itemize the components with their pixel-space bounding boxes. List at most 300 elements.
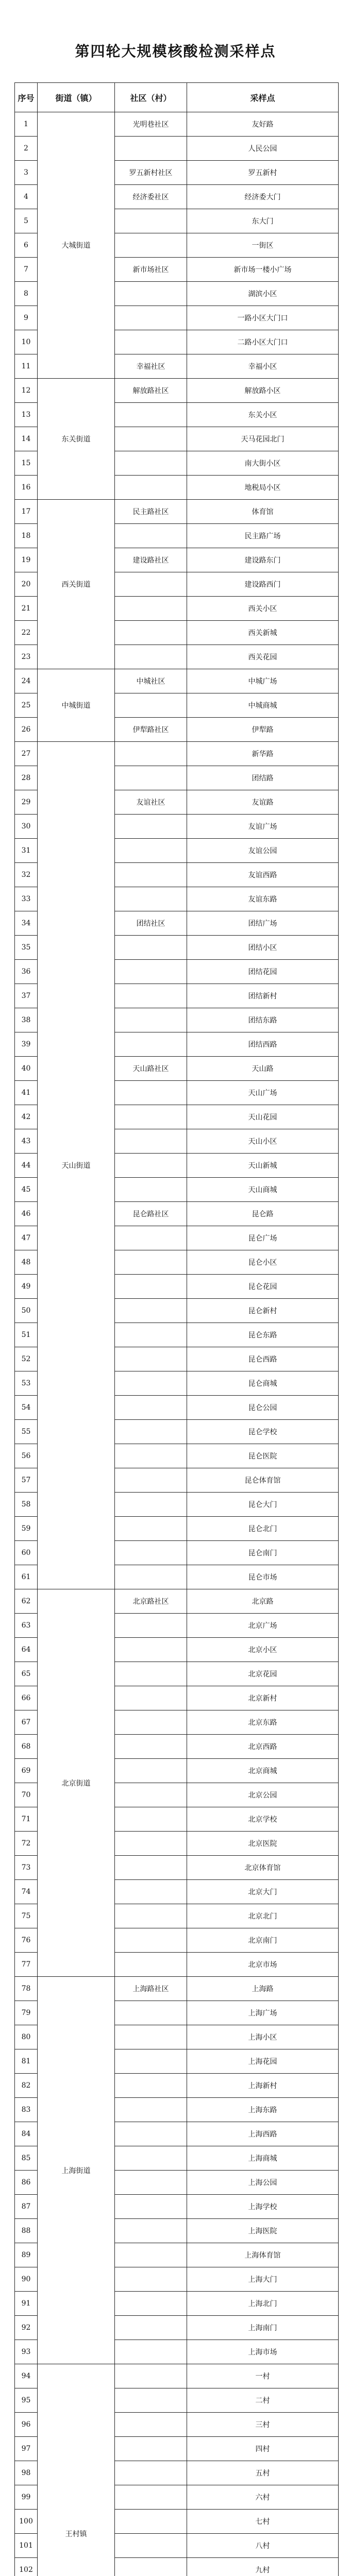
row-number: 77: [15, 1953, 38, 1977]
site-cell: 建设路西门: [187, 572, 339, 597]
row-number: 54: [15, 1396, 38, 1420]
row-number: 70: [15, 1783, 38, 1807]
row-number: 42: [15, 1105, 38, 1129]
row-number: 90: [15, 2267, 38, 2292]
site-cell: 北京大门: [187, 1880, 339, 1904]
community-cell: [115, 1226, 187, 1250]
site-cell: 北京路: [187, 1589, 339, 1614]
site-cell: 一街区: [187, 233, 339, 258]
row-number: 92: [15, 2316, 38, 2340]
community-cell: 新市场社区: [115, 258, 187, 282]
site-cell: 北京商城: [187, 1759, 339, 1783]
community-cell: [115, 1250, 187, 1275]
table-body: [15, 112, 339, 2576]
site-cell: 昆仑医院: [187, 1444, 339, 1468]
row-number: 100: [15, 2510, 38, 2534]
community-cell: [115, 2413, 187, 2437]
community-cell: [115, 572, 187, 597]
site-cell: 团结小区: [187, 936, 339, 960]
row-number: 38: [15, 1008, 38, 1032]
community-cell: [115, 936, 187, 960]
row-number: 12: [15, 379, 38, 403]
site-cell: 上海广场: [187, 2001, 339, 2025]
row-number: 58: [15, 1493, 38, 1517]
site-cell: 上海西路: [187, 2122, 339, 2146]
site-cell: 友谊公园: [187, 839, 339, 863]
community-cell: [115, 1396, 187, 1420]
site-cell: 天山广场: [187, 1081, 339, 1105]
street-cell: 王村镇: [38, 2364, 115, 2576]
site-cell: 昆仑西路: [187, 1347, 339, 1371]
community-cell: [115, 2098, 187, 2122]
community-cell: [115, 1420, 187, 1444]
row-number: 17: [15, 500, 38, 524]
community-cell: [115, 1614, 187, 1638]
street-cell: 东关街道: [38, 379, 115, 500]
community-cell: [115, 476, 187, 500]
site-cell: 上海体育馆: [187, 2243, 339, 2267]
table-row: [15, 500, 339, 524]
row-number: 15: [15, 451, 38, 476]
row-number: 34: [15, 911, 38, 936]
row-number: 52: [15, 1347, 38, 1371]
site-cell: 北京学校: [187, 1807, 339, 1832]
community-cell: [115, 1371, 187, 1396]
community-cell: [115, 2534, 187, 2558]
sampling-sites-table: [14, 82, 339, 2576]
row-number: 21: [15, 597, 38, 621]
row-number: 95: [15, 2388, 38, 2413]
community-cell: [115, 2146, 187, 2171]
community-cell: [115, 2437, 187, 2461]
row-number: 23: [15, 645, 38, 669]
site-cell: 天山小区: [187, 1129, 339, 1154]
site-cell: 上海小区: [187, 2025, 339, 2049]
community-cell: 光明巷社区: [115, 112, 187, 137]
row-number: 19: [15, 548, 38, 572]
row-number: 66: [15, 1686, 38, 1710]
community-cell: [115, 960, 187, 984]
row-number: 55: [15, 1420, 38, 1444]
row-number: 20: [15, 572, 38, 597]
community-cell: [115, 1517, 187, 1541]
site-cell: 北京广场: [187, 1614, 339, 1638]
community-cell: [115, 1154, 187, 1178]
row-number: 9: [15, 306, 38, 330]
row-number: 69: [15, 1759, 38, 1783]
community-cell: [115, 2074, 187, 2098]
table-row: [15, 379, 339, 403]
community-cell: [115, 1928, 187, 1953]
row-number: 64: [15, 1638, 38, 1662]
community-cell: [115, 1565, 187, 1589]
site-cell: 友谊路: [187, 790, 339, 815]
row-number: 33: [15, 887, 38, 911]
site-cell: 天山商城: [187, 1178, 339, 1202]
site-cell: 北京新村: [187, 1686, 339, 1710]
site-cell: 北京市场: [187, 1953, 339, 1977]
row-number: 61: [15, 1565, 38, 1589]
row-number: 73: [15, 1856, 38, 1880]
site-cell: 民主路广场: [187, 524, 339, 548]
site-cell: 昆仑公园: [187, 1396, 339, 1420]
site-cell: 团结路: [187, 766, 339, 790]
site-cell: 北京西路: [187, 1735, 339, 1759]
community-cell: 伊犁路社区: [115, 718, 187, 742]
community-cell: [115, 2195, 187, 2219]
row-number: 49: [15, 1275, 38, 1299]
community-cell: [115, 2388, 187, 2413]
community-cell: [115, 1880, 187, 1904]
community-cell: [115, 451, 187, 476]
row-number: 101: [15, 2534, 38, 2558]
row-number: 99: [15, 2485, 38, 2510]
row-number: 79: [15, 2001, 38, 2025]
row-number: 86: [15, 2171, 38, 2195]
row-number: 88: [15, 2219, 38, 2243]
community-cell: [115, 1275, 187, 1299]
community-cell: 团结社区: [115, 911, 187, 936]
row-number: 45: [15, 1178, 38, 1202]
site-cell: 团结广场: [187, 911, 339, 936]
row-number: 22: [15, 621, 38, 645]
community-cell: [115, 1081, 187, 1105]
community-cell: [115, 2025, 187, 2049]
street-cell: 天山街道: [38, 742, 115, 1589]
site-cell: 友谊广场: [187, 815, 339, 839]
community-cell: [115, 233, 187, 258]
community-cell: 中城社区: [115, 669, 187, 693]
community-cell: [115, 2292, 187, 2316]
site-cell: 上海北门: [187, 2292, 339, 2316]
row-number: 2: [15, 137, 38, 161]
table-row: [15, 742, 339, 766]
site-cell: 西关花园: [187, 645, 339, 669]
row-number: 48: [15, 1250, 38, 1275]
community-cell: 幸福社区: [115, 354, 187, 379]
community-cell: [115, 1710, 187, 1735]
site-cell: 人民公园: [187, 137, 339, 161]
site-cell: 北京小区: [187, 1638, 339, 1662]
community-cell: [115, 427, 187, 451]
row-number: 56: [15, 1444, 38, 1468]
row-number: 6: [15, 233, 38, 258]
site-cell: 昆仑南门: [187, 1541, 339, 1565]
row-number: 29: [15, 790, 38, 815]
row-number: 3: [15, 161, 38, 185]
row-number: 7: [15, 258, 38, 282]
row-number: 94: [15, 2364, 38, 2388]
site-cell: 四村: [187, 2437, 339, 2461]
community-cell: [115, 645, 187, 669]
row-number: 80: [15, 2025, 38, 2049]
community-cell: [115, 137, 187, 161]
site-cell: 一路小区大门口: [187, 306, 339, 330]
site-cell: 上海花园: [187, 2049, 339, 2074]
header-site: 采样点: [187, 83, 339, 112]
site-cell: 北京公园: [187, 1783, 339, 1807]
site-cell: 体育馆: [187, 500, 339, 524]
community-cell: [115, 693, 187, 718]
community-cell: [115, 766, 187, 790]
community-cell: [115, 1541, 187, 1565]
community-cell: [115, 2001, 187, 2025]
row-number: 24: [15, 669, 38, 693]
community-cell: [115, 1807, 187, 1832]
row-number: 50: [15, 1299, 38, 1323]
row-number: 98: [15, 2461, 38, 2485]
site-cell: 解放路小区: [187, 379, 339, 403]
community-cell: [115, 2485, 187, 2510]
community-cell: [115, 621, 187, 645]
site-cell: 昆仑新村: [187, 1299, 339, 1323]
site-cell: 天山路: [187, 1057, 339, 1081]
site-cell: 上海学校: [187, 2195, 339, 2219]
site-cell: 友谊西路: [187, 863, 339, 887]
community-cell: [115, 1832, 187, 1856]
row-number: 72: [15, 1832, 38, 1856]
community-cell: [115, 2340, 187, 2364]
community-cell: [115, 1129, 187, 1154]
site-cell: 五村: [187, 2461, 339, 2485]
community-cell: [115, 2243, 187, 2267]
site-cell: 伊犁路: [187, 718, 339, 742]
street-cell: 西关街道: [38, 500, 115, 669]
site-cell: 天马花园北门: [187, 427, 339, 451]
community-cell: [115, 1759, 187, 1783]
page-title: 第四轮大规模核酸检测采样点: [75, 43, 276, 60]
community-cell: [115, 2171, 187, 2195]
site-cell: 中城广场: [187, 669, 339, 693]
community-cell: [115, 1953, 187, 1977]
community-cell: [115, 815, 187, 839]
site-cell: 天山花园: [187, 1105, 339, 1129]
site-cell: 昆仑商城: [187, 1371, 339, 1396]
site-cell: 友好路: [187, 112, 339, 137]
row-number: 84: [15, 2122, 38, 2146]
row-number: 44: [15, 1154, 38, 1178]
site-cell: 北京北门: [187, 1904, 339, 1928]
community-cell: [115, 1299, 187, 1323]
site-cell: 中城商城: [187, 693, 339, 718]
site-cell: 昆仑北门: [187, 1517, 339, 1541]
community-cell: [115, 209, 187, 233]
community-cell: [115, 597, 187, 621]
site-cell: 昆仑市场: [187, 1565, 339, 1589]
row-number: 75: [15, 1904, 38, 1928]
row-number: 71: [15, 1807, 38, 1832]
row-number: 36: [15, 960, 38, 984]
community-cell: [115, 984, 187, 1008]
site-cell: 西关新城: [187, 621, 339, 645]
site-cell: 昆仑路: [187, 1202, 339, 1226]
site-cell: 北京东路: [187, 1710, 339, 1735]
site-cell: 经济委大门: [187, 185, 339, 209]
community-cell: [115, 2461, 187, 2485]
site-cell: 湖滨小区: [187, 282, 339, 306]
row-number: 83: [15, 2098, 38, 2122]
row-number: 87: [15, 2195, 38, 2219]
row-number: 85: [15, 2146, 38, 2171]
community-cell: [115, 742, 187, 766]
row-number: 16: [15, 476, 38, 500]
community-cell: 天山路社区: [115, 1057, 187, 1081]
community-cell: 建设路社区: [115, 548, 187, 572]
community-cell: 民主路社区: [115, 500, 187, 524]
community-cell: [115, 1178, 187, 1202]
community-cell: [115, 2316, 187, 2340]
community-cell: [115, 1323, 187, 1347]
community-cell: [115, 1008, 187, 1032]
site-cell: 二路小区大门口: [187, 330, 339, 354]
community-cell: [115, 1662, 187, 1686]
site-cell: 昆仑花园: [187, 1275, 339, 1299]
row-number: 62: [15, 1589, 38, 1614]
row-number: 67: [15, 1710, 38, 1735]
site-cell: 北京医院: [187, 1832, 339, 1856]
site-cell: 地税局小区: [187, 476, 339, 500]
street-cell: 中城街道: [38, 669, 115, 742]
row-number: 93: [15, 2340, 38, 2364]
row-number: 53: [15, 1371, 38, 1396]
community-cell: [115, 2364, 187, 2388]
community-cell: 北京路社区: [115, 1589, 187, 1614]
site-cell: 团结新村: [187, 984, 339, 1008]
site-cell: 上海大门: [187, 2267, 339, 2292]
row-number: 96: [15, 2413, 38, 2437]
site-cell: 北京体育馆: [187, 1856, 339, 1880]
site-cell: 上海南门: [187, 2316, 339, 2340]
community-cell: 上海路社区: [115, 1977, 187, 2001]
site-cell: 昆仑小区: [187, 1250, 339, 1275]
community-cell: [115, 2558, 187, 2576]
row-number: 63: [15, 1614, 38, 1638]
community-cell: [115, 330, 187, 354]
community-cell: [115, 2122, 187, 2146]
street-cell: 北京街道: [38, 1589, 115, 1977]
site-cell: 上海东路: [187, 2098, 339, 2122]
header-street: 街道（镇）: [38, 83, 115, 112]
site-cell: 二村: [187, 2388, 339, 2413]
row-number: 28: [15, 766, 38, 790]
row-number: 68: [15, 1735, 38, 1759]
site-cell: 三村: [187, 2413, 339, 2437]
community-cell: 解放路社区: [115, 379, 187, 403]
site-cell: 南大街小区: [187, 451, 339, 476]
site-cell: 幸福小区: [187, 354, 339, 379]
site-cell: 昆仑体育馆: [187, 1468, 339, 1493]
site-cell: 上海公园: [187, 2171, 339, 2195]
site-cell: 新华路: [187, 742, 339, 766]
row-number: 39: [15, 1032, 38, 1057]
site-cell: 昆仑学校: [187, 1420, 339, 1444]
site-cell: 一村: [187, 2364, 339, 2388]
community-cell: [115, 1856, 187, 1880]
site-cell: 建设路东门: [187, 548, 339, 572]
row-number: 47: [15, 1226, 38, 1250]
community-cell: [115, 887, 187, 911]
row-number: 40: [15, 1057, 38, 1081]
row-number: 76: [15, 1928, 38, 1953]
community-cell: [115, 403, 187, 427]
community-cell: [115, 1105, 187, 1129]
site-cell: 七村: [187, 2510, 339, 2534]
row-number: 89: [15, 2243, 38, 2267]
site-cell: 昆仑广场: [187, 1226, 339, 1250]
table-row: [15, 112, 339, 137]
row-number: 11: [15, 354, 38, 379]
row-number: 41: [15, 1081, 38, 1105]
row-number: 65: [15, 1662, 38, 1686]
community-cell: [115, 2267, 187, 2292]
street-cell: 上海街道: [38, 1977, 115, 2364]
community-cell: [115, 282, 187, 306]
community-cell: [115, 2219, 187, 2243]
row-number: 102: [15, 2558, 38, 2576]
row-number: 57: [15, 1468, 38, 1493]
site-cell: 六村: [187, 2485, 339, 2510]
street-cell: 大城街道: [38, 112, 115, 379]
community-cell: [115, 524, 187, 548]
row-number: 74: [15, 1880, 38, 1904]
community-cell: [115, 1347, 187, 1371]
site-cell: 东关小区: [187, 403, 339, 427]
row-number: 81: [15, 2049, 38, 2074]
row-number: 18: [15, 524, 38, 548]
row-number: 26: [15, 718, 38, 742]
community-cell: [115, 1686, 187, 1710]
row-number: 97: [15, 2437, 38, 2461]
site-cell: 上海商城: [187, 2146, 339, 2171]
community-cell: [115, 1904, 187, 1928]
header-community: 社区（村）: [115, 83, 187, 112]
row-number: 14: [15, 427, 38, 451]
row-number: 31: [15, 839, 38, 863]
site-cell: 新市场一楼小广场: [187, 258, 339, 282]
community-cell: 昆仑路社区: [115, 1202, 187, 1226]
site-cell: 九村: [187, 2558, 339, 2576]
community-cell: [115, 1493, 187, 1517]
site-cell: 罗五新村: [187, 161, 339, 185]
header-no: 序号: [15, 83, 38, 112]
community-cell: 罗五新村社区: [115, 161, 187, 185]
site-cell: 上海市场: [187, 2340, 339, 2364]
site-cell: 西关小区: [187, 597, 339, 621]
row-number: 13: [15, 403, 38, 427]
community-cell: [115, 1735, 187, 1759]
community-cell: [115, 1032, 187, 1057]
site-cell: 团结西路: [187, 1032, 339, 1057]
row-number: 4: [15, 185, 38, 209]
community-cell: [115, 863, 187, 887]
row-number: 82: [15, 2074, 38, 2098]
row-number: 37: [15, 984, 38, 1008]
row-number: 46: [15, 1202, 38, 1226]
community-cell: [115, 306, 187, 330]
table-row: [15, 1589, 339, 1614]
row-number: 35: [15, 936, 38, 960]
table-row: [15, 2364, 339, 2388]
table-header-row: [15, 83, 339, 112]
row-number: 10: [15, 330, 38, 354]
community-cell: [115, 1783, 187, 1807]
row-number: 43: [15, 1129, 38, 1154]
site-cell: 天山新城: [187, 1154, 339, 1178]
site-cell: 上海路: [187, 1977, 339, 2001]
row-number: 27: [15, 742, 38, 766]
site-cell: 团结东路: [187, 1008, 339, 1032]
row-number: 78: [15, 1977, 38, 2001]
